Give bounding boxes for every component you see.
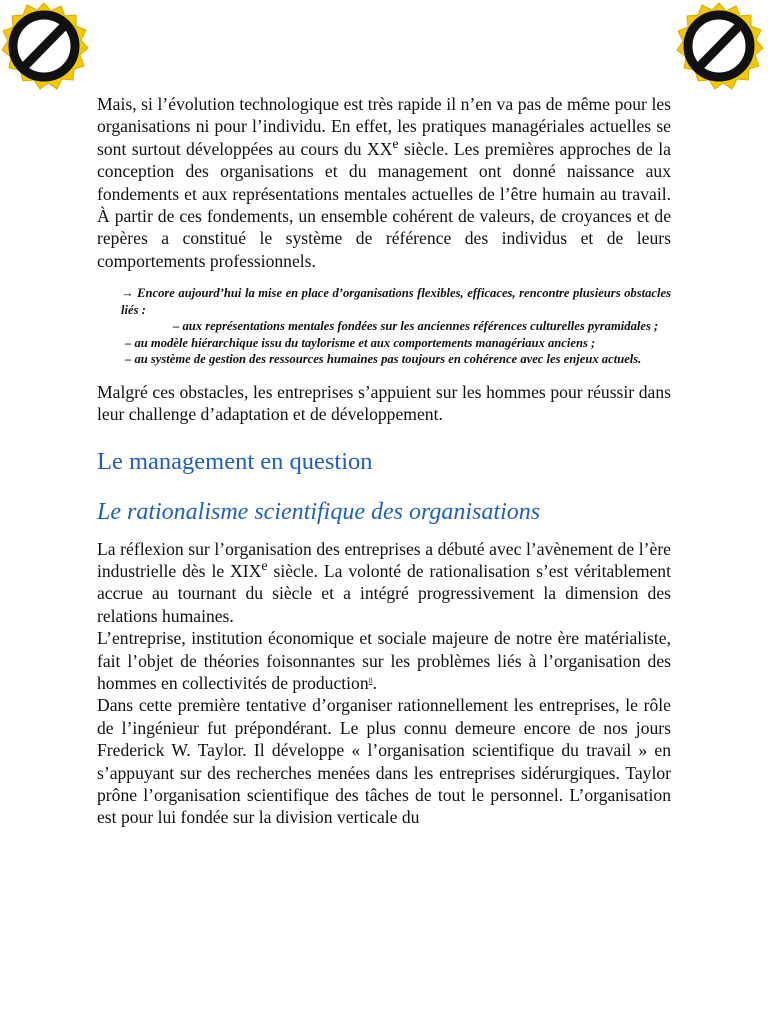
paragraph-text: siècle. Les premières approches de la conception des organisations et du management ont donné naissance aux fondements et aux représentations mentales actuelles de l’être humain au travail. À partir de ces fondements, un ensemble cohérent de valeurs, de croyances et de repères a constitué le système de référence des individus et de leurs comportements professionnels. xyxy=(97,138,671,271)
paragraph-obstacles: Malgré ces obstacles, les entreprises s’appuient sur les hommes pour réussir dans leur challenge d’adaptation et de développement. xyxy=(97,381,671,425)
note-block xyxy=(97,285,671,368)
no-entry-badge-icon xyxy=(0,2,89,90)
heading-rationalisme: Le rationalisme scientifique des organisations xyxy=(97,498,541,525)
paragraph-text: Mais, si l’évolution technologique est très rapide il n’en va pas de même pour les organisations ni pour l’individu. En effet, les pratiques managériales actuelles se sont surtout développées au cours du XX xyxy=(97,94,671,159)
paragraph-intro xyxy=(97,93,671,272)
paragraph-reflexion xyxy=(97,538,671,628)
no-entry-badge-icon xyxy=(674,2,764,90)
paragraph-entreprise xyxy=(97,627,671,694)
paragraph-text: siècle. La volonté de rationalisation s’est véritablement accrue au tournant du siècle et a intégré progressivement la dimension des relations humaines. xyxy=(97,560,671,626)
heading-management: Le management en question xyxy=(97,447,373,475)
note-line: → Encore aujourd’hui la mise en place d’organisations flexibles, efficaces, rencontre plusieurs obstacles liés : xyxy=(121,286,671,317)
paragraph-text: . xyxy=(372,673,378,693)
footnote-link[interactable]: 8 xyxy=(368,676,373,685)
superscript: e xyxy=(392,136,399,152)
superscript: e xyxy=(261,558,268,574)
document-body xyxy=(97,93,671,829)
note-line: – au modèle hiérarchique issu du taylorisme et aux comportements managériaux anciens ; xyxy=(125,335,596,350)
note-line: – au système de gestion des ressources humaines pas toujours en cohérence avec les enjeux actuels. xyxy=(125,352,642,367)
paragraph-taylor: Dans cette première tentative d’organiser rationnellement les entreprises, le rôle de l’ingénieur fut prépondérant. Le plus connu demeure encore de nos jours Frederick W. Taylor. Il développe « l’organisation scientifique du travail » en s’appuyant sur des recherches menées dans les entreprises sidérurgiques. Taylor prône l’organisation scientifique des tâches de tout le personnel. L’organisation est pour lui fondée sur la division verticale du xyxy=(97,695,671,828)
paragraph-text: La réflexion sur l’organisation des entreprises a débuté avec l’avènement de l’ère industrielle dès le XIX xyxy=(97,538,671,581)
note-line: – aux représentations mentales fondées sur les anciennes références culturelles pyramidales ; xyxy=(173,319,659,334)
paragraph-text: L’entreprise, institution économique et sociale majeure de notre ère matérialiste, fait l’objet de théories foisonnantes sur les problèmes liés à l’organisation des hommes en collectivités de production xyxy=(97,628,671,693)
